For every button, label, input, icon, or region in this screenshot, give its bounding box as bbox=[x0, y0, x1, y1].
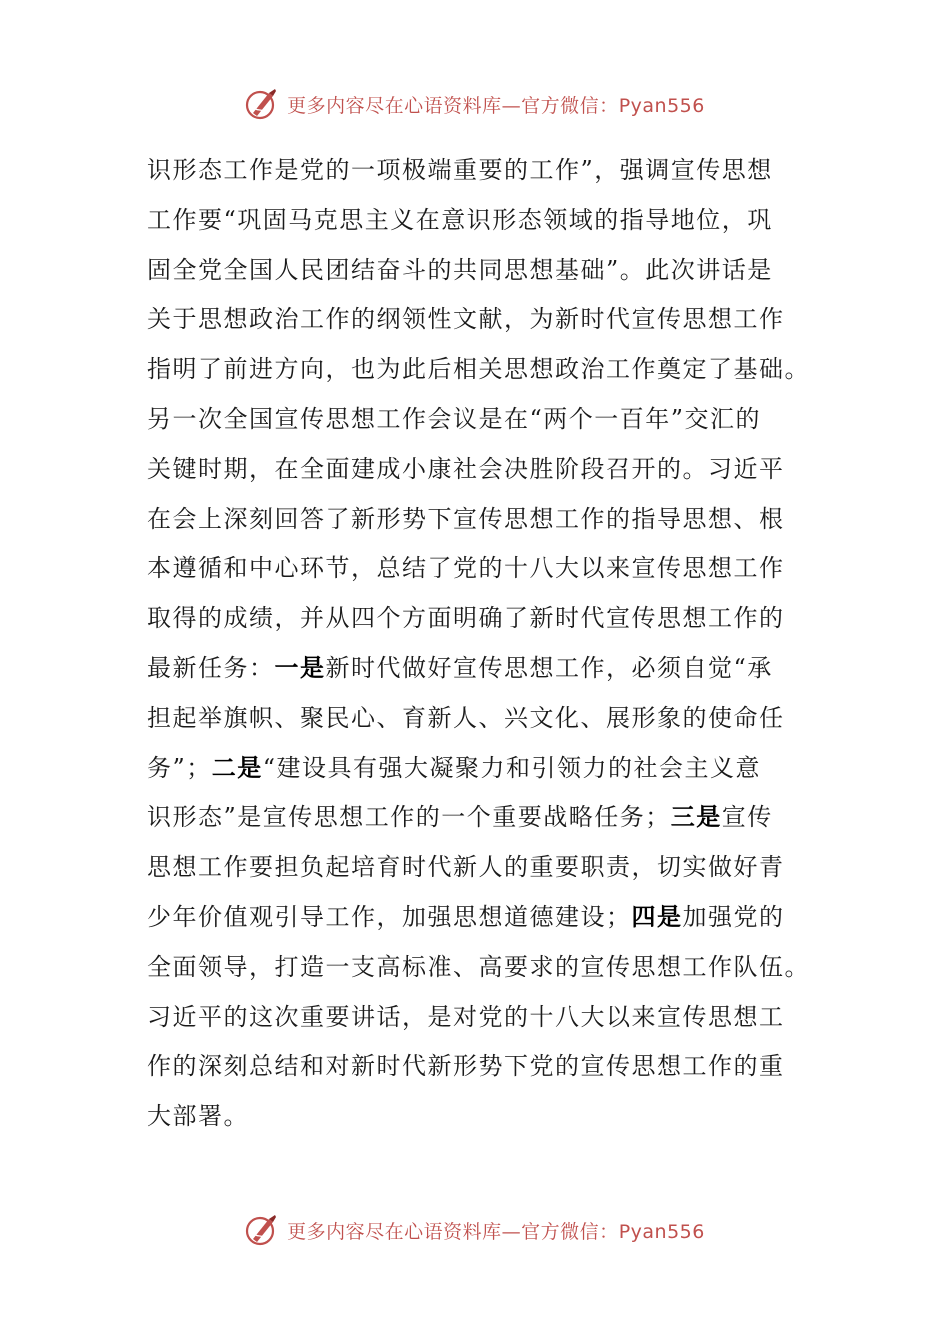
text-run: 在会上深刻回答了新形势下宣传思想工作的指导思想、根 bbox=[147, 504, 785, 533]
paragraph-line bbox=[147, 644, 807, 694]
emphasis-run: 一是 bbox=[274, 653, 326, 682]
paragraph-line bbox=[147, 196, 807, 246]
footer-watermark-banner bbox=[0, 1210, 950, 1250]
text-run: 思想工作要担负起培育时代新人的重要职责，切实做好青 bbox=[147, 853, 785, 882]
paragraph-line bbox=[147, 943, 810, 993]
text-run: 务”； bbox=[147, 753, 212, 782]
header-watermark-banner bbox=[0, 84, 950, 124]
paragraph-line bbox=[147, 843, 807, 893]
text-run: 工作要“巩固马克思主义在意识形态领域的指导地位，巩 bbox=[147, 205, 773, 234]
pen-logo-icon bbox=[245, 87, 279, 121]
text-run: 习近平的这次重要讲话，是对党的十八大以来宣传思想工 bbox=[147, 1002, 785, 1031]
paragraph-line bbox=[147, 893, 807, 943]
paragraph-line bbox=[147, 395, 807, 445]
text-run: 担起举旗帜、聚民心、育新人、兴文化、展形象的使命任 bbox=[147, 703, 785, 732]
emphasis-run: 二是 bbox=[211, 753, 263, 782]
text-run: 指明了前进方向，也为此后相关思想政治工作奠定了基础。 bbox=[147, 355, 810, 384]
paragraph-line bbox=[147, 694, 807, 744]
body-text bbox=[147, 146, 810, 1142]
text-run: “建设具有强大凝聚力和引领力的社会主义意 bbox=[262, 753, 762, 782]
paragraph-line bbox=[147, 544, 807, 594]
text-run: 另一次全国宣传思想工作会议是在“两个一百年”交汇的 bbox=[147, 404, 762, 433]
text-run: 作的深刻总结和对新时代新形势下党的宣传思想工作的重 bbox=[147, 1052, 785, 1081]
paragraph-line bbox=[147, 1092, 807, 1142]
emphasis-run: 四是 bbox=[631, 902, 683, 931]
paragraph-line bbox=[147, 295, 807, 345]
text-run: 固全党全国人民团结奋斗的共同思想基础”。此次讲话是 bbox=[147, 255, 773, 284]
paragraph-line bbox=[147, 744, 807, 794]
text-run: 关键时期，在全面建成小康社会决胜阶段召开的。习近平 bbox=[147, 454, 785, 483]
text-run: 本遵循和中心环节，总结了党的十八大以来宣传思想工作 bbox=[147, 554, 785, 583]
paragraph-line bbox=[147, 594, 807, 644]
text-run: 最新任务： bbox=[147, 653, 275, 682]
paragraph-line bbox=[147, 495, 807, 545]
paragraph-line bbox=[147, 246, 807, 296]
text-run: 全面领导，打造一支高标准、高要求的宣传思想工作队伍。 bbox=[147, 952, 810, 981]
emphasis-run: 三是 bbox=[670, 803, 722, 832]
text-run: 少年价值观引导工作，加强思想道德建设； bbox=[147, 902, 632, 931]
text-run: 关于思想政治工作的纲领性文献，为新时代宣传思想工作 bbox=[147, 305, 785, 334]
pen-logo-icon bbox=[245, 1213, 279, 1247]
paragraph-line bbox=[147, 345, 810, 395]
text-run: 大部署。 bbox=[147, 1102, 249, 1131]
text-run: 识形态工作是党的一项极端重要的工作”，强调宣传思想 bbox=[147, 156, 773, 184]
paragraph-line bbox=[147, 445, 807, 495]
paragraph-line bbox=[147, 793, 807, 843]
watermark-text: 更多内容尽在心语资料库—官方微信：Pyan556 bbox=[287, 1220, 705, 1243]
text-run: 识形态”是宣传思想工作的一个重要战略任务； bbox=[147, 803, 671, 832]
watermark-text: 更多内容尽在心语资料库—官方微信：Pyan556 bbox=[287, 94, 705, 117]
paragraph-line bbox=[147, 1042, 807, 1092]
paragraph-line bbox=[147, 146, 807, 196]
text-run: 加强党的 bbox=[682, 902, 785, 931]
text-run: 取得的成绩，并从四个方面明确了新时代宣传思想工作的 bbox=[147, 604, 785, 633]
text-run: 新时代做好宣传思想工作，必须自觉“承 bbox=[325, 653, 773, 682]
text-run: 宣传 bbox=[721, 803, 773, 832]
paragraph-line bbox=[147, 993, 807, 1043]
